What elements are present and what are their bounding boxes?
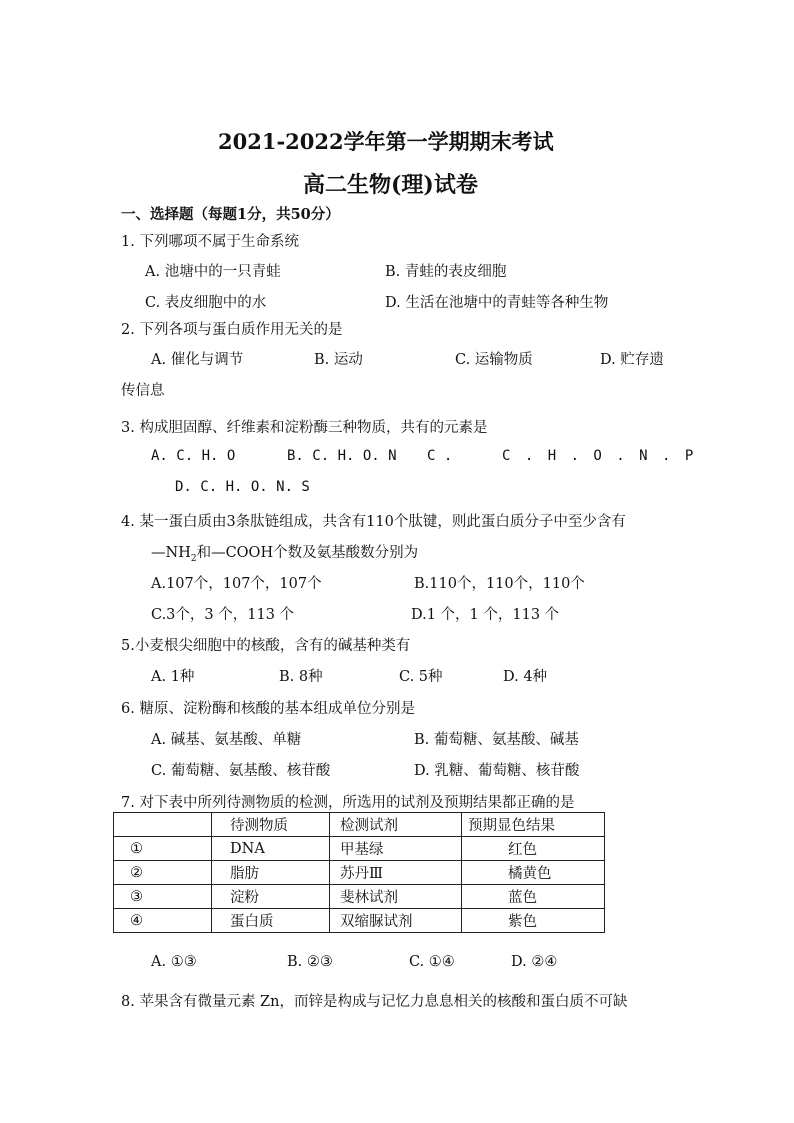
q4-option-c: C.3个，3 个，113 个 [151,607,295,623]
table-cell: 红色 [462,837,605,861]
q1-option-d: D. 生活在池塘中的青蛙等各种生物 [385,295,609,311]
q2-option-d: D. 贮存遗 [600,352,664,368]
exam-title: 2021-2022学年第一学期期末考试 [218,129,554,154]
table-cell: DNA [212,837,330,861]
q5-option-d: D. 4种 [503,669,548,685]
q4-nh-text: —NH [151,545,191,561]
table-cell: 淀粉 [212,885,330,909]
q5-option-b: B. 8种 [279,669,323,685]
table-cell: 苏丹Ⅲ [330,861,462,885]
q7-option-b: B. ②③ [287,954,333,970]
table-cell: 蛋白质 [212,909,330,933]
q4-stem-line2 [151,541,418,564]
q2-stem: 2. 下列各项与蛋白质作用无关的是 [121,322,343,338]
table-cell: 双缩脲试剂 [330,909,462,933]
q3-option-b: B. C. H. O. N [287,448,397,464]
q6-option-b: B. 葡萄糖、氨基酸、碱基 [414,732,579,748]
table-cell: ③ [114,885,212,909]
table-header-cell [114,813,212,837]
q2-option-d-cont: 传信息 [121,383,165,399]
table-row [114,909,605,933]
q7-option-d: D. ②④ [511,954,558,970]
table-cell: ② [114,861,212,885]
table-row [114,885,605,909]
table-cell: 甲基绿 [330,837,462,861]
q7-option-c: C. ①④ [409,954,455,970]
q7-option-a: A. ①③ [151,954,197,970]
q6-option-c: C. 葡萄糖、氨基酸、核苷酸 [151,763,331,779]
q2-option-a: A. 催化与调节 [151,352,244,368]
q1-option-b: B. 青蛙的表皮细胞 [385,264,507,280]
table-cell: 紫色 [462,909,605,933]
table-cell: ④ [114,909,212,933]
q6-option-d: D. 乳糖、葡萄糖、核苷酸 [414,763,580,779]
q4-nh-subscript: 2 [190,553,197,564]
q3-stem: 3. 构成胆固醇、纤维素和淀粉酶三种物质，共有的元素是 [121,420,488,436]
q5-option-c: C. 5种 [399,669,443,685]
q4-option-d: D.1 个，1 个，113 个 [411,607,560,623]
q2-option-c: C. 运输物质 [455,352,533,368]
table-cell: 蓝色 [462,885,605,909]
section-heading: 一、选择题（每题1分，共50分） [121,206,340,223]
q7-table [113,812,605,933]
q4-stem-line1: 4. 某一蛋白质由3条肽链组成，共含有110个肽键，则此蛋白质分子中至少含有 [121,514,626,530]
q2-option-b: B. 运动 [314,352,363,368]
q3-option-a: A. C. H. O [151,448,236,464]
q1-option-c: C. 表皮细胞中的水 [145,295,267,311]
q7-stem: 7. 对下表中所列待测物质的检测，所选用的试剂及预期结果都正确的是 [121,795,575,811]
table-cell: 脂肪 [212,861,330,885]
table-header-cell: 待测物质 [212,813,330,837]
q1-option-a: A. 池塘中的一只青蛙 [145,264,281,280]
q8-stem: 8. 苹果含有微量元素 Zn，而锌是构成与记忆力息息相关的核酸和蛋白质不可缺 [121,994,628,1010]
table-cell: 橘黄色 [462,861,605,885]
q4-cooh-text: 和—COOH个数及氨基酸数分别为 [196,545,419,561]
table-header-row [114,813,605,837]
q6-stem: 6. 糖原、淀粉酶和核酸的基本组成单位分别是 [121,701,415,717]
q4-option-b: B.110个，110个，110个 [414,576,585,592]
q3-option-c-elements: C . H . O . N . P [502,448,697,464]
table-cell: 斐林试剂 [330,885,462,909]
exam-subtitle: 高二生物(理)试卷 [303,172,478,198]
q4-option-a: A.107个，107个，107个 [151,576,322,592]
table-header-cell: 预期显色结果 [462,813,605,837]
q3-option-d: D. C. H. O. N. S [175,479,310,495]
table-row [114,861,605,885]
q6-option-a: A. 碱基、氨基酸、单糖 [151,732,302,748]
q5-option-a: A. 1种 [151,669,195,685]
table-header-cell: 检测试剂 [330,813,462,837]
q1-stem: 1. 下列哪项不属于生命系统 [121,234,299,250]
q5-stem: 5.小麦根尖细胞中的核酸，含有的碱基种类有 [121,638,411,654]
table-row [114,837,605,861]
table-cell: ① [114,837,212,861]
q3-option-c: C . [427,448,453,464]
